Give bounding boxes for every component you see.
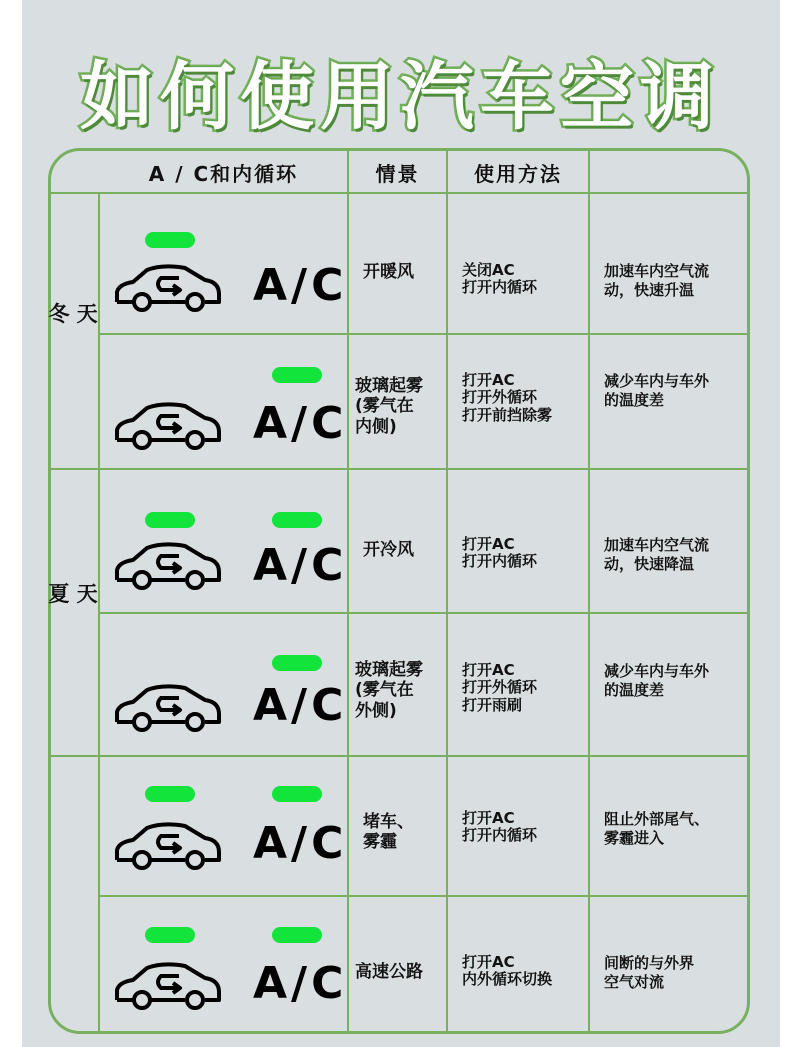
car-recirculation-icon <box>113 400 223 450</box>
ac-button-label: A/C <box>253 260 348 311</box>
season-winter: 冬 天 <box>48 302 98 326</box>
car-recirculation-icon <box>113 262 223 312</box>
method-text: 打开AC 打开外循环 打开前挡除雾 <box>462 371 553 424</box>
ac-indicator-light <box>272 927 322 943</box>
scene-text: 高速公路 <box>355 962 423 982</box>
ac-button-label: A/C <box>253 540 348 591</box>
car-recirculation-icon <box>113 820 223 870</box>
season-divider <box>50 468 748 470</box>
method-text: 关闭AC 打开内循环 <box>462 261 538 297</box>
row-divider <box>98 612 748 614</box>
ac-button-label: A/C <box>253 398 348 449</box>
header-method: 使用方法 <box>474 161 562 186</box>
ac-indicator-light <box>272 786 322 802</box>
effect-text: 阻止外部尾气、 雾霾进入 <box>604 810 710 847</box>
effect-text: 加速车内空气流 动，快速升温 <box>604 262 710 299</box>
effect-text: 减少车内与车外 的温度差 <box>604 662 710 699</box>
row-divider <box>98 895 748 897</box>
effect-text: 加速车内空气流 动，快速降温 <box>604 536 710 573</box>
recirculation-indicator-light <box>145 786 195 802</box>
header-divider <box>50 192 748 194</box>
scene-text: 堵车、 雾霾 <box>363 812 414 853</box>
season-summer: 夏 天 <box>48 582 98 606</box>
method-text: 打开AC 打开外循环 打开雨刷 <box>462 661 538 714</box>
scene-text: 玻璃起雾 (雾气在 外侧) <box>355 660 423 721</box>
column-divider <box>588 150 590 1032</box>
header-effect <box>590 152 748 192</box>
ac-button-label: A/C <box>253 818 348 869</box>
header-scene: 情景 <box>375 161 420 186</box>
ac-button-label: A/C <box>253 958 348 1009</box>
effect-text: 减少车内与车外 的温度差 <box>604 372 710 409</box>
ac-indicator-light <box>272 367 322 383</box>
row-divider <box>98 333 748 335</box>
season-divider <box>50 755 748 757</box>
method-text: 打开AC 打开内循环 <box>462 809 538 845</box>
recirculation-indicator-light <box>145 927 195 943</box>
car-recirculation-icon <box>113 540 223 590</box>
ac-indicator-light <box>272 655 322 671</box>
ac-button-label: A/C <box>253 680 348 731</box>
header-ac-recirculation: A / C和内循环 <box>148 161 299 186</box>
scene-text: 开冷风 <box>363 540 414 560</box>
page-title: 如何使用汽车空调 <box>80 54 720 140</box>
car-recirculation-icon <box>113 682 223 732</box>
scene-text: 开暖风 <box>363 262 414 282</box>
scene-text: 玻璃起雾 (雾气在 内侧) <box>355 376 423 437</box>
ac-indicator-light <box>272 512 322 528</box>
method-text: 打开AC 打开内循环 <box>462 535 538 571</box>
recirculation-indicator-light <box>145 232 195 248</box>
car-recirculation-icon <box>113 960 223 1010</box>
effect-text: 间断的与外界 空气对流 <box>604 954 695 991</box>
column-divider <box>446 150 448 1032</box>
column-divider <box>98 194 100 1032</box>
method-text: 打开AC 内外循环切换 <box>462 953 553 989</box>
recirculation-indicator-light <box>145 512 195 528</box>
